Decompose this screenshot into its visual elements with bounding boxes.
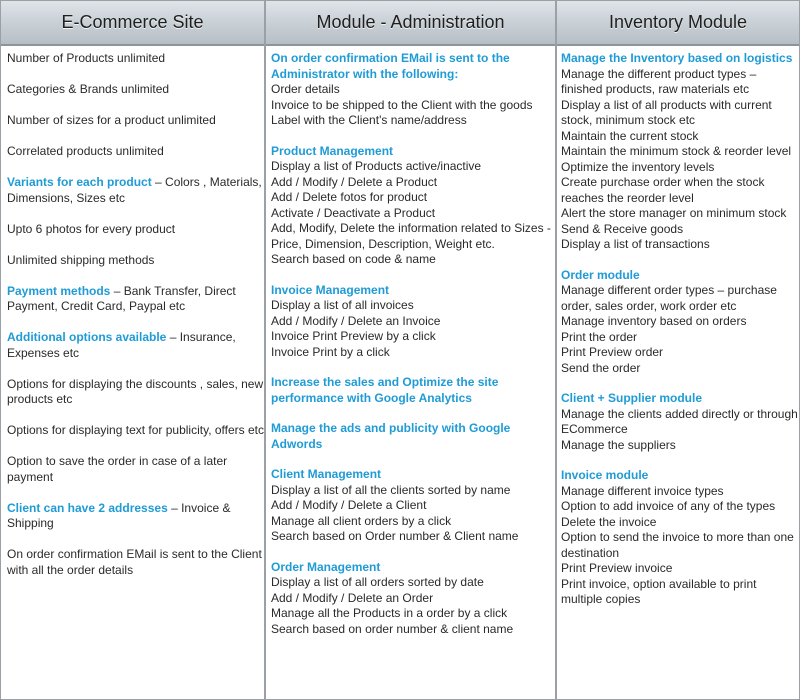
section-line: Invoice Print Preview by a click — [271, 329, 436, 343]
feature-item — [7, 377, 264, 408]
feature-section — [271, 421, 555, 452]
feature-item — [7, 82, 264, 98]
feature-text: Upto 6 photos for every product — [7, 221, 176, 236]
section-line: Alert the store manager on minimum stock — [561, 206, 787, 220]
feature-text: Unlimited shipping methods — [7, 252, 155, 267]
section-line: Manage inventory based on orders — [561, 314, 747, 328]
feature-highlight: Payment methods — [7, 283, 111, 298]
feature-item — [7, 175, 264, 206]
section-title: On order confirmation EMail is sent to the Administrator with the following: — [271, 51, 510, 81]
administration-feature-list — [266, 46, 555, 637]
feature-text: – Bank Transfer, Direct Payment, Credit Card, Paypal etc — [7, 283, 236, 313]
section-line: Maintain the current stock — [561, 128, 699, 143]
section-line: Add / Modify / Delete a Client — [271, 498, 427, 512]
feature-section — [271, 375, 555, 406]
feature-text: – Insurance, Expenses etc — [7, 330, 236, 360]
feature-item — [7, 144, 264, 160]
section-title: Invoice module — [561, 468, 649, 482]
feature-text: Number of Products unlimited — [7, 51, 166, 65]
feature-section — [271, 51, 555, 129]
section-line: Option to send the invoice to more than one destination — [561, 530, 794, 560]
section-title: Client Management — [271, 467, 382, 481]
feature-item — [7, 113, 264, 129]
section-line: Manage the different product types – finished products, raw materials etc — [561, 66, 757, 96]
feature-highlight: Additional options available — [7, 330, 167, 344]
section-line: Option to add invoice of any of the types — [561, 499, 776, 513]
section-line: Create purchase order when the stock reaches the reorder level — [561, 175, 765, 205]
section-line: Display a list of Products active/inactive — [271, 159, 482, 173]
section-line: Search based on order number & client name — [271, 621, 514, 636]
feature-text: Option to save the order in case of a later payment — [7, 454, 228, 484]
section-line: Manage all client orders by a click — [271, 513, 452, 528]
feature-section — [271, 467, 555, 545]
section-title: Order module — [561, 267, 640, 282]
feature-item — [7, 501, 264, 532]
feature-item — [7, 454, 264, 485]
section-title: Client + Supplier module — [561, 391, 703, 405]
section-line: Search based on Order number & Client name — [271, 529, 519, 543]
section-line: Search based on code & name — [271, 252, 436, 266]
feature-text: On order confirmation EMail is sent to the Client with all the order details — [7, 547, 262, 577]
feature-text: – Colors , Materials, Dimensions, Sizes etc — [7, 175, 262, 205]
section-line: Send the order — [561, 360, 641, 375]
section-title: Order Management — [271, 559, 381, 574]
section-line: Display a list of all products with current stock, minimum stock etc — [561, 97, 772, 127]
section-line: Activate / Deactivate a Product — [271, 205, 436, 220]
ecommerce-column — [1, 1, 264, 699]
column-header-administration: Module - Administration — [266, 1, 555, 46]
section-line: Display a list of all invoices — [271, 298, 414, 312]
administration-column — [266, 1, 555, 699]
feature-item — [7, 222, 264, 238]
feature-item — [7, 547, 264, 578]
feature-text: Number of sizes for a product unlimited — [7, 113, 216, 127]
ecommerce-feature-list — [1, 46, 264, 578]
inventory-column — [557, 1, 799, 699]
column-header-ecommerce: E-Commerce Site — [1, 1, 264, 46]
section-line: Manage all the Products in a order by a click — [271, 606, 508, 620]
section-line: Print Preview invoice — [561, 561, 673, 575]
feature-section — [561, 391, 799, 453]
feature-item — [7, 51, 264, 67]
feature-item — [7, 330, 264, 361]
inventory-feature-list — [557, 46, 799, 608]
feature-section — [271, 560, 555, 638]
section-line: Maintain the minimum stock & reorder level — [561, 144, 792, 158]
section-line: Add / Modify / Delete an Order — [271, 590, 434, 605]
section-title: Product Management — [271, 143, 394, 158]
section-line: Delete the invoice — [561, 514, 657, 529]
feature-highlight: Variants for each product — [7, 175, 152, 189]
feature-section — [271, 144, 555, 268]
section-line: Add / Delete fotos for product — [271, 190, 428, 204]
section-line: Invoice Print by a click — [271, 344, 390, 359]
feature-section — [561, 468, 799, 608]
section-line: Manage the suppliers — [561, 437, 676, 452]
section-line: Display a list of transactions — [561, 237, 710, 251]
section-line: Manage different order types – purchase order, sales order, work order etc — [561, 283, 777, 313]
section-line: Label with the Client's name/address — [271, 113, 467, 127]
section-line: Print Preview order — [561, 345, 664, 359]
section-line: Manage the clients added directly or through ECommerce — [561, 406, 798, 436]
section-title: Invoice Management — [271, 282, 390, 297]
section-line: Send & Receive goods — [561, 221, 684, 236]
feature-text: Correlated products unlimited — [7, 144, 164, 158]
feature-section — [271, 283, 555, 361]
feature-section — [561, 51, 799, 253]
section-title: Increase the sales and Optimize the site performance with Google Analytics — [271, 375, 499, 405]
section-line: Add / Modify / Delete a Product — [271, 174, 438, 189]
feature-highlight: Client can have 2 addresses — [7, 500, 168, 515]
section-line: Order details — [271, 82, 340, 96]
feature-item — [7, 423, 264, 439]
feature-section — [561, 268, 799, 377]
section-line: Optimize the inventory levels — [561, 159, 715, 174]
feature-item — [7, 284, 264, 315]
section-line: Display a list of all orders sorted by date — [271, 575, 484, 589]
section-line: Print invoice, option available to print multiple copies — [561, 576, 757, 606]
feature-item — [7, 253, 264, 269]
section-line: Display a list of all the clients sorted by name — [271, 482, 511, 497]
section-line: Add / Modify / Delete an Invoice — [271, 313, 441, 328]
section-line: Print the order — [561, 329, 638, 344]
feature-text: Options for displaying the discounts , sales, new products etc — [7, 376, 264, 406]
feature-text: Options for displaying text for publicity, offers etc — [7, 423, 265, 437]
feature-text: – Invoice & Shipping — [7, 500, 231, 530]
feature-text: Categories & Brands unlimited — [7, 82, 170, 96]
section-line: Invoice to be shipped to the Client with the goods — [271, 97, 533, 112]
column-header-inventory: Inventory Module — [557, 1, 799, 46]
section-title: Manage the Inventory based on logistics — [561, 51, 793, 65]
section-line: Manage different invoice types — [561, 483, 724, 498]
section-line: Add, Modify, Delete the information related to Sizes - Price, Dimension, Description, Weight etc. — [271, 221, 551, 251]
section-title: Manage the ads and publicity with Google Adwords — [271, 421, 511, 451]
